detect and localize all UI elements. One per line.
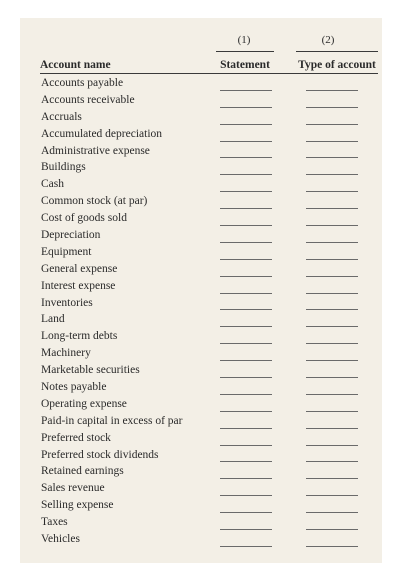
table-row <box>20 193 382 210</box>
table-row <box>20 227 382 244</box>
table-row <box>20 514 382 531</box>
type-of-account-blank[interactable] <box>306 377 358 378</box>
type-of-account-blank[interactable] <box>306 293 358 294</box>
account-name: Notes payable <box>41 381 107 394</box>
account-name: Accumulated depreciation <box>41 127 163 140</box>
table-row <box>20 92 382 109</box>
type-of-account-blank[interactable] <box>306 157 358 158</box>
statement-blank[interactable] <box>220 461 272 462</box>
table-row <box>20 497 382 514</box>
type-of-account-blank[interactable] <box>306 259 358 260</box>
table-row <box>20 447 382 464</box>
type-of-account-blank[interactable] <box>306 107 358 108</box>
statement-blank[interactable] <box>220 191 272 192</box>
statement-blank[interactable] <box>220 141 272 142</box>
statement-blank[interactable] <box>220 124 272 125</box>
table-row <box>20 413 382 430</box>
type-of-account-blank[interactable] <box>306 512 358 513</box>
account-name: Common stock (at par) <box>41 195 148 208</box>
account-name: Accounts payable <box>41 77 124 89</box>
table-row <box>20 159 382 176</box>
type-of-account-blank[interactable] <box>306 445 358 446</box>
header-statement: Statement <box>220 59 270 71</box>
column-2-number: (2) <box>321 34 335 46</box>
account-rows <box>20 75 382 548</box>
account-name: Vehicles <box>41 533 80 546</box>
statement-blank[interactable] <box>220 495 272 496</box>
table-row <box>20 75 382 92</box>
type-of-account-blank[interactable] <box>306 495 358 496</box>
statement-blank[interactable] <box>220 394 272 395</box>
type-of-account-blank[interactable] <box>306 478 358 479</box>
account-name: Depreciation <box>41 229 101 242</box>
table-row <box>20 480 382 497</box>
table-row <box>20 430 382 447</box>
statement-blank[interactable] <box>220 529 272 530</box>
header-account-name: Account name <box>40 59 111 71</box>
statement-blank[interactable] <box>220 411 272 412</box>
column-1-number-rule <box>216 51 274 52</box>
type-of-account-blank[interactable] <box>306 326 358 327</box>
type-of-account-blank[interactable] <box>306 90 358 91</box>
type-of-account-blank[interactable] <box>306 208 358 209</box>
type-of-account-blank[interactable] <box>306 360 358 361</box>
account-name: Long-term debts <box>41 330 118 343</box>
table-row <box>20 109 382 126</box>
account-name: Cost of goods sold <box>41 212 127 225</box>
account-name: Sales revenue <box>41 482 105 495</box>
table-row <box>20 176 382 193</box>
statement-blank[interactable] <box>220 225 272 226</box>
type-of-account-blank[interactable] <box>306 276 358 277</box>
account-name: Operating expense <box>41 397 127 410</box>
statement-blank[interactable] <box>220 174 272 175</box>
account-name: Administrative expense <box>41 144 150 157</box>
statement-blank[interactable] <box>220 326 272 327</box>
statement-blank[interactable] <box>220 107 272 108</box>
account-name: Equipment <box>41 245 92 258</box>
header-type-of-account: Type of account <box>298 59 376 71</box>
statement-blank[interactable] <box>220 208 272 209</box>
account-name: Preferred stock <box>41 431 111 444</box>
type-of-account-blank[interactable] <box>306 343 358 344</box>
table-row <box>20 210 382 227</box>
statement-blank[interactable] <box>220 445 272 446</box>
statement-blank[interactable] <box>220 360 272 361</box>
statement-blank[interactable] <box>220 259 272 260</box>
statement-blank[interactable] <box>220 512 272 513</box>
table-row <box>20 531 382 548</box>
table-row <box>20 396 382 413</box>
table-row <box>20 143 382 160</box>
type-of-account-blank[interactable] <box>306 225 358 226</box>
table-row <box>20 295 382 312</box>
statement-blank[interactable] <box>220 309 272 310</box>
statement-blank[interactable] <box>220 428 272 429</box>
account-name: Buildings <box>41 161 86 174</box>
statement-blank[interactable] <box>220 478 272 479</box>
account-name: Taxes <box>41 516 68 529</box>
account-name: Land <box>41 313 65 326</box>
table-row <box>20 244 382 261</box>
header-rule <box>40 73 378 74</box>
statement-blank[interactable] <box>220 242 272 243</box>
type-of-account-blank[interactable] <box>306 174 358 175</box>
account-name: Selling expense <box>41 499 114 512</box>
statement-blank[interactable] <box>220 276 272 277</box>
table-row <box>20 311 382 328</box>
account-name: Machinery <box>41 347 91 360</box>
type-of-account-blank[interactable] <box>306 124 358 125</box>
type-of-account-blank[interactable] <box>306 191 358 192</box>
statement-blank[interactable] <box>220 546 272 547</box>
table-row <box>20 126 382 143</box>
table-row <box>20 328 382 345</box>
type-of-account-blank[interactable] <box>306 428 358 429</box>
account-name: General expense <box>41 262 118 275</box>
type-of-account-blank[interactable] <box>306 309 358 310</box>
statement-blank[interactable] <box>220 377 272 378</box>
statement-blank[interactable] <box>220 293 272 294</box>
statement-blank[interactable] <box>220 157 272 158</box>
table-row <box>20 362 382 379</box>
account-classification-table <box>20 18 382 563</box>
account-name: Cash <box>41 178 64 191</box>
account-name: Marketable securities <box>41 364 140 377</box>
table-row <box>20 345 382 362</box>
type-of-account-blank[interactable] <box>306 461 358 462</box>
type-of-account-blank[interactable] <box>306 529 358 530</box>
table-row <box>20 278 382 295</box>
type-of-account-blank[interactable] <box>306 394 358 395</box>
account-name: Paid-in capital in excess of par <box>41 414 183 427</box>
table-row <box>20 379 382 396</box>
account-name: Accounts receivable <box>41 93 135 106</box>
account-name: Inventories <box>41 296 93 309</box>
table-row <box>20 463 382 480</box>
type-of-account-blank[interactable] <box>306 411 358 412</box>
account-name: Retained earnings <box>41 465 124 478</box>
column-1-number: (1) <box>237 34 251 46</box>
account-name: Accruals <box>41 110 82 123</box>
account-name: Interest expense <box>41 279 116 292</box>
account-name: Preferred stock dividends <box>41 448 159 461</box>
type-of-account-blank[interactable] <box>306 546 358 547</box>
statement-blank[interactable] <box>220 343 272 344</box>
table-row <box>20 261 382 278</box>
type-of-account-blank[interactable] <box>306 141 358 142</box>
type-of-account-blank[interactable] <box>306 242 358 243</box>
column-2-number-rule <box>296 51 378 52</box>
statement-blank[interactable] <box>220 90 272 91</box>
